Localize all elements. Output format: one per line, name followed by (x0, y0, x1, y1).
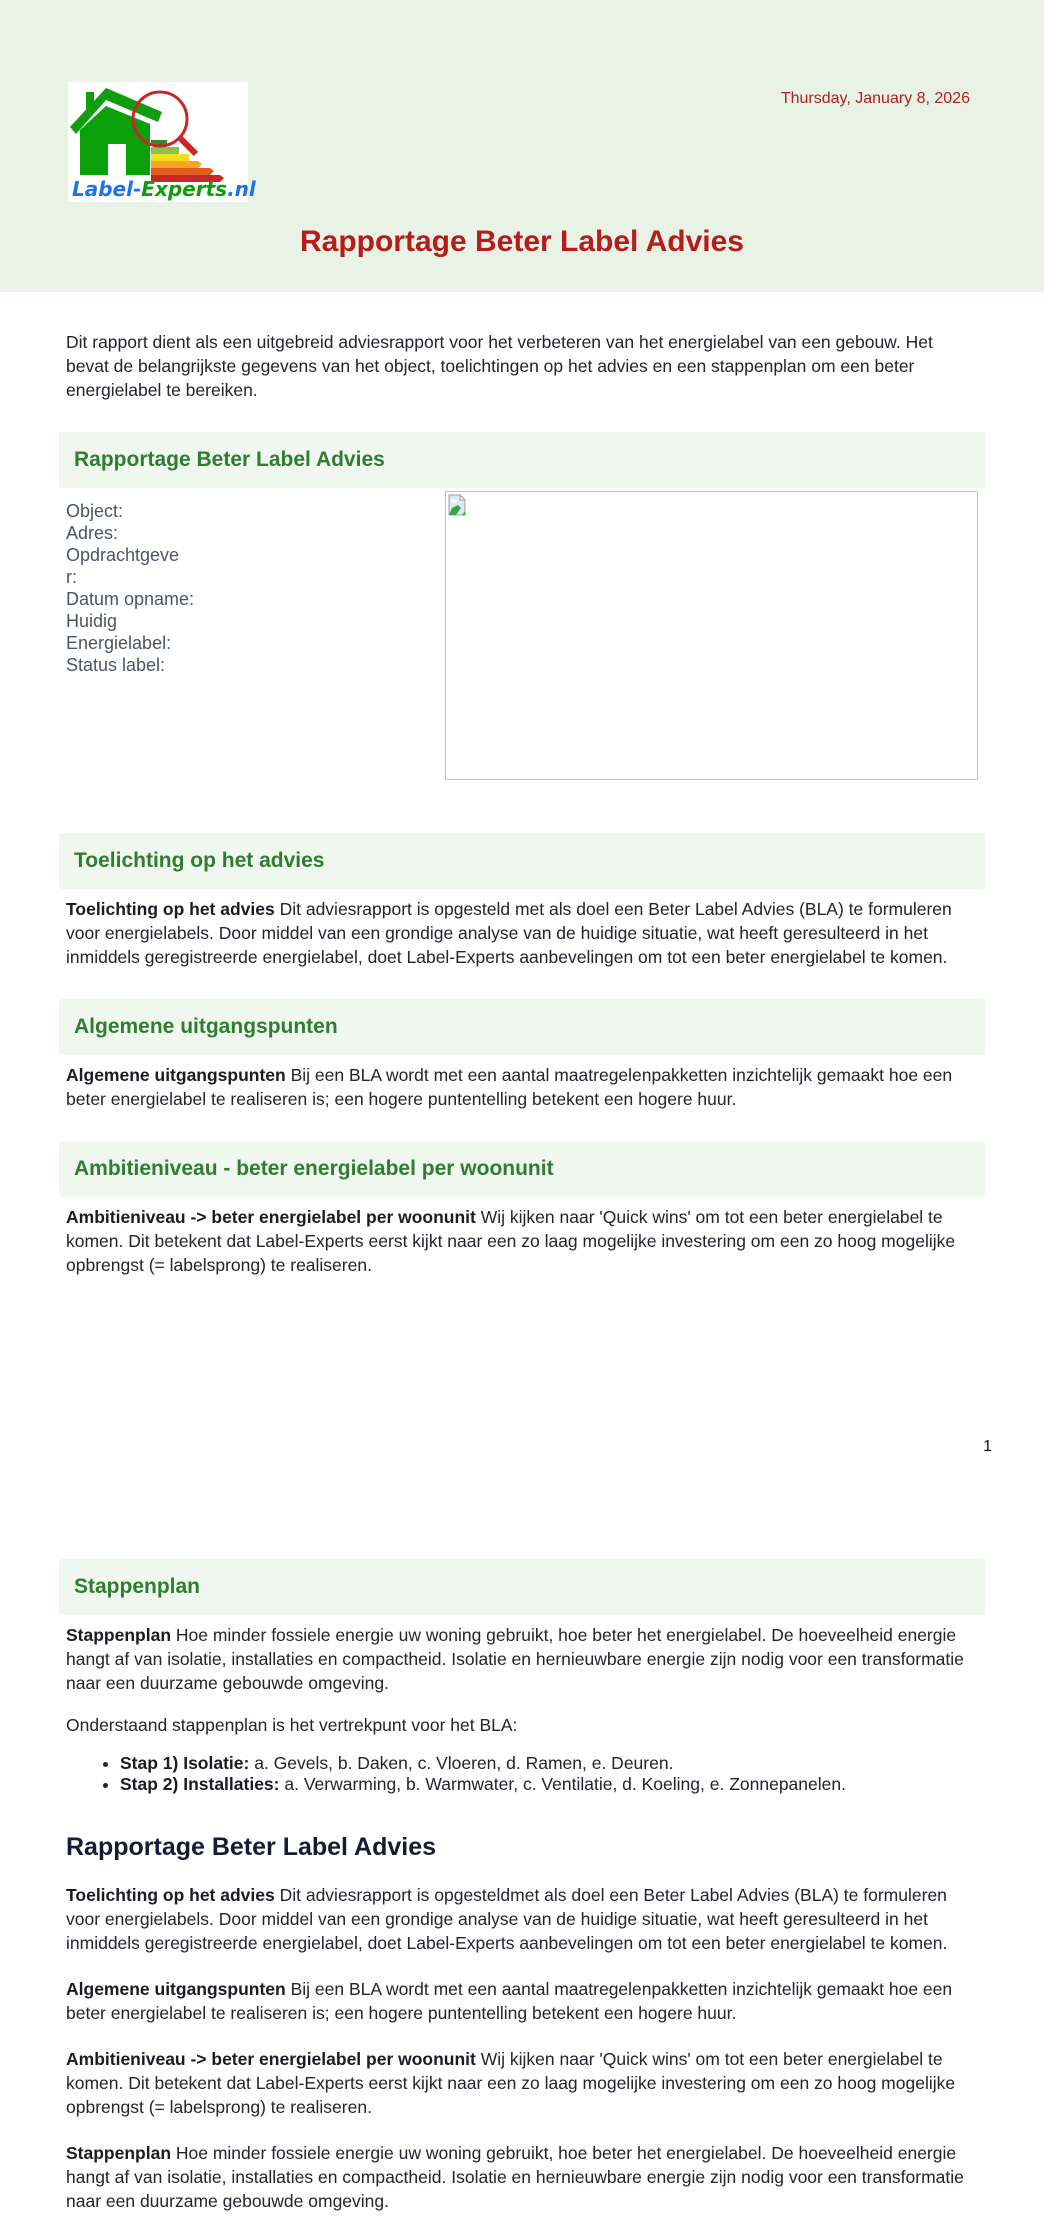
summary-paragraph (66, 2141, 978, 2213)
object-details (66, 491, 978, 821)
section-band-stappenplan (59, 1559, 985, 1615)
summary-text: Dit adviesrapport is opgesteldmet als doel een Beter Label Advies (BLA) te formuleren voor energielabels. Door middel van een grondige analyse van de huidige situatie, wat heeft geresulteerd in het inmiddels geregistreerde energielabel, doet Label-Experts aanbevelingen om tot een beter energielabel te komen. (66, 1885, 948, 1953)
stappenplan-text: Hoe minder fossiele energie uw woning gebruikt, hoe beter het energielabel. De hoeveelheid energie hangt af van isolatie, installaties en compactheid. Isolatie en hernieuwbare energie zijn nodig voor een transformatie naar een duurzame gebouwde omgeving. (66, 1625, 964, 1693)
section-band-object (59, 432, 985, 488)
summary-paragraph (66, 1977, 978, 2025)
section-band-algemene (59, 999, 985, 1055)
section-band-toelichting (59, 833, 985, 889)
broken-image-icon (448, 494, 466, 516)
ambitieniveau-text: Wij kijken naar 'Quick wins' om tot een beter energielabel te komen. Dit betekent dat Label-Experts eerst kijkt naar een zo laag mogelijke investering om een zo hoog mogelijke opbrengst (= labelsprong) te realiseren. (66, 1207, 956, 1275)
stappenplan-paragraph (66, 1623, 978, 1695)
step-label: Stap 2) Installaties: (120, 1774, 280, 1794)
section-heading-algemene: Algemene uitgangspunten (74, 1015, 338, 1038)
section-algemene (66, 999, 978, 1111)
section-heading-toelichting: Toelichting op het advies (74, 849, 325, 872)
algemene-paragraph (66, 1063, 978, 1111)
label-experts-logo (68, 82, 256, 202)
summary-paragraph (66, 2047, 978, 2119)
house-magnifier-logo-icon (68, 82, 256, 202)
field-opdrachtgever-label (66, 544, 181, 588)
section-heading-stappenplan: Stappenplan (74, 1575, 201, 1598)
section-stappenplan (66, 1559, 978, 1795)
logo-text: Label-Experts.nl (72, 177, 256, 201)
field-object-label: Object: (66, 501, 124, 521)
step-text: a. Gevels, b. Daken, c. Vloeren, d. Ramen, e. Deuren. (249, 1753, 674, 1773)
section-band-ambitieniveau (59, 1141, 985, 1197)
page-number: 1 (983, 1438, 992, 1455)
report-title-text: Rapportage Beter Label Advies (299, 225, 744, 258)
section-toelichting (66, 833, 978, 969)
field-status-label: Status label: (66, 655, 166, 675)
field-adres-label: Adres: (66, 523, 119, 543)
toelichting-paragraph (66, 897, 978, 969)
intro-paragraph: Dit rapport dient als een uitgebreid adviesrapport voor het verbeteren van het energielabel van een gebouw. Het bevat de belangrijkste gegevens van het object, toelichtingen op het advies en een stappenplan om een beter energielabel te bereiken. (66, 332, 933, 400)
summary-lead: Toelichting op het advies (66, 1885, 275, 1905)
step-item (120, 1753, 978, 1774)
stappenplan-intro: Onderstaand stappenplan is het vertrekpunt voor het BLA: (66, 1715, 518, 1735)
report-header (0, 0, 1044, 292)
section-heading-object: Rapportage Beter Label Advies (74, 448, 385, 471)
stappenplan-lead: Stappenplan (66, 1625, 172, 1645)
summary-lead: Stappenplan (66, 2143, 172, 2163)
summary-lead: Ambitieniveau -> beter energielabel per woonunit (66, 2049, 476, 2069)
ambitieniveau-lead: Ambitieniveau -> beter energielabel per woonunit (66, 1207, 476, 1227)
field-huidig-energielabel-label: Huidig Energielabel: (66, 611, 172, 653)
section-ambitieniveau (66, 1141, 978, 1277)
toelichting-lead: Toelichting op het advies (66, 899, 275, 919)
algemene-text: Bij een BLA wordt met een aantal maatregelenpakketten inzichtelijk gemaakt hoe een beter energielabel te realiseren is; een hogere puntentelling betekent een hogere huur. (66, 1065, 953, 1109)
report-content (0, 330, 1044, 2213)
summary-lead: Algemene uitgangspunten (66, 1979, 286, 1999)
summary-section (66, 1831, 978, 2213)
toelichting-text: Dit adviesrapport is opgesteld met als doel een Beter Label Advies (BLA) te formuleren voor energielabels. Door middel van een grondige analyse van de huidige situatie, wat heeft geresulteerd in het inmiddels geregistreerde energielabel, doet Label-Experts aanbevelingen om tot een beter energielabel te komen. (66, 899, 952, 967)
report-date: Thursday, January 8, 2026 (780, 90, 970, 107)
step-label: Stap 1) Isolatie: (120, 1753, 250, 1773)
step-text: a. Verwarming, b. Warmwater, c. Ventilatie, d. Koeling, e. Zonnepanelen. (279, 1774, 846, 1794)
object-fields (66, 491, 195, 821)
report-title (0, 222, 1044, 262)
field-datum-opname-label: Datum opname: (66, 589, 195, 609)
summary-paragraph (66, 1883, 978, 1955)
summary-text: Hoe minder fossiele energie uw woning gebruikt, hoe beter het energielabel. De hoeveelheid energie hangt af van isolatie, installaties en compactheid. Isolatie en hernieuwbare energie zijn nodig voor een transformatie naar een duurzame gebouwde omgeving. (66, 2143, 964, 2211)
summary-title: Rapportage Beter Label Advies (66, 1833, 437, 1861)
section-heading-ambitieniveau: Ambitieniveau - beter energielabel per woonunit (74, 1157, 554, 1180)
algemene-lead: Algemene uitgangspunten (66, 1065, 286, 1085)
summary-text: Bij een BLA wordt met een aantal maatregelenpakketten inzichtelijk gemaakt hoe een beter energielabel te realiseren is; een hogere puntentelling betekent een hogere huur. (66, 1979, 953, 2023)
step-item (120, 1774, 978, 1795)
stappenplan-steps (66, 1753, 978, 1795)
ambitieniveau-paragraph (66, 1205, 978, 1277)
field-opdrachtgever-text: Opdrachtgever: (66, 545, 180, 587)
object-photo (445, 491, 978, 780)
summary-text: Wij kijken naar 'Quick wins' om tot een beter energielabel te komen. Dit betekent dat Label-Experts eerst kijkt naar een zo laag mogelijke investering om een zo hoog mogelijke opbrengst (= labelsprong) te realiseren. (66, 2049, 956, 2117)
